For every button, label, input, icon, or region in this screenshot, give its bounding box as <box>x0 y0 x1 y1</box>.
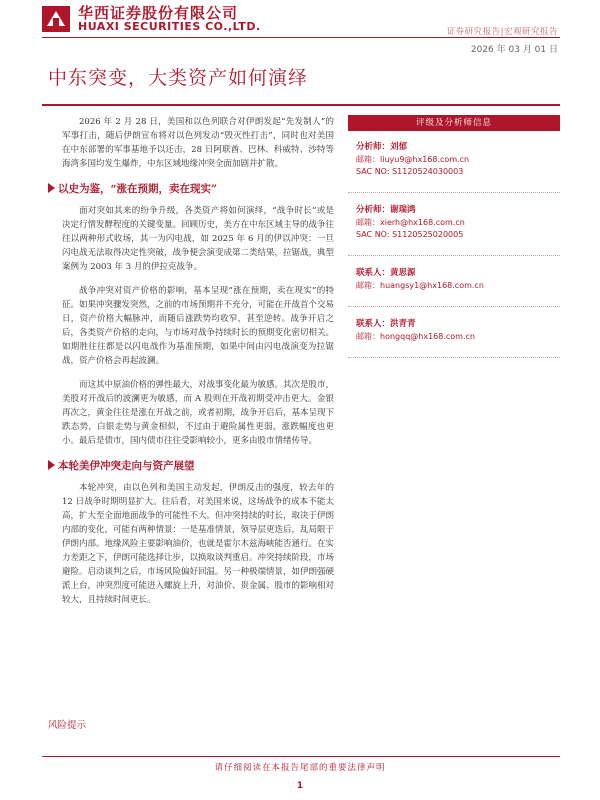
analyst-block <box>356 204 560 241</box>
analyst-sidebar <box>348 115 560 445</box>
contact-block <box>356 267 560 292</box>
section-heading-text: 本轮美伊冲突走向与资产展望 <box>58 460 195 472</box>
header-divider <box>42 37 560 38</box>
page-number: 1 <box>296 781 304 791</box>
analyst-name: 分析师：刘郁 <box>356 142 408 152</box>
triangle-bullet-icon <box>48 183 55 193</box>
sidebar-divider <box>348 255 560 257</box>
page-title: 中东突变，大类资产如何演绎 <box>48 67 309 89</box>
analyst-block <box>356 141 560 178</box>
legal-disclaimer-notice[interactable]: 请仔细阅读在本报告尾部的重要法律声明 <box>214 763 386 773</box>
section-heading-history <box>48 181 334 196</box>
analyst-email[interactable]: 邮箱：liuyu9@hx168.com.cn <box>356 155 470 164</box>
analyst-email[interactable]: 邮箱：xierh@hx168.com.cn <box>356 218 465 227</box>
contact-email[interactable]: 邮箱：hongqq@hx168.com.cn <box>356 332 475 341</box>
title-divider <box>42 104 560 106</box>
section-heading-text: 以史为鉴，“涨在预期，卖在现实” <box>58 183 218 195</box>
company-name-cn: 华西证券股份有限公司 <box>78 4 239 22</box>
analyst-sac: SAC NO: S1120525020005 <box>356 230 464 239</box>
sidebar-heading: 评级及分析师信息 <box>348 115 560 131</box>
sidebar-divider <box>348 306 560 308</box>
contact-name: 联系人：黄思源 <box>356 268 416 278</box>
contact-name: 联系人：洪青青 <box>356 319 416 329</box>
risk-warning-heading: 风险提示 <box>48 720 87 731</box>
footer-divider <box>42 756 560 757</box>
huaxi-logo-icon <box>42 6 70 32</box>
triangle-bullet-icon <box>48 460 55 470</box>
contact-email[interactable]: 邮箱：huangsy1@hx168.com.cn <box>356 281 484 290</box>
history-paragraph-1: 面对突如其来的纷争升级，各类资产将如何演绎，“战争时长”或是决定行情发酵程度的关键变量。回顾历史，美方在中东区域主导的战争往往以两种形式收场，其一为闪电战，如 2025 年 6 月的伊以冲突：一旦闪电战无法取得决定性突破，战争便会演变成第二类结果，拉锯战，典型案例为 2003 年 3 月的伊拉克战争。 <box>62 206 335 272</box>
intro-paragraph: 2026 年 2 月 28 日，美国和以色列联合对伊朗发起“先发制人”的军事打击，随后伊朗宣布将对以色列发动“毁灭性打击”，同时也对美国在中东部署的军事基地予以还击，28 日阿联酋、巴林、科威特、沙特等海湾多国均发生爆炸，中东区域地缘冲突全面加剧并扩散。 <box>62 117 334 169</box>
section-heading-outlook <box>48 458 334 473</box>
analyst-sac: SAC NO: S1120524030003 <box>356 167 464 176</box>
report-date: 2026 年 03 月 01 日 <box>470 45 558 55</box>
main-content <box>58 115 335 617</box>
company-name-en: HUAXI SECURITIES CO.,LTD. <box>78 20 261 33</box>
report-type-tags: 证券研究报告|宏观研究报告 <box>446 27 558 37</box>
sidebar-divider <box>348 357 560 359</box>
outlook-paragraph-1: 本轮冲突，由以色列和美国主动发起，伊朗反击的强度，较去年的 12 日战争时期明显扩大。往后看，对美国来说，这场战争的成本不能太高，扩大至全面地面战争的可能性不大。但冲突持续的时长，取决于伊朗内部的变化，可能有两种情景：一是基准情景，领导层更迭后，乱局限于伊朗内部。地缘风险主要影响油价，也就是霍尔木兹海峡能否通行。在实力差距之下，伊朗可能选择让步，以换取谈判重启。冲突持续阶段，市场避险。启动谈判之后，市场风险偏好回温。另一种极端情景，如伊朗强硬派上台，冲突烈度可能进入螺旋上升，对油价、贵金属、股市的影响相对较大，且持续时间更长。 <box>62 483 335 605</box>
sidebar-divider <box>348 192 560 194</box>
history-paragraph-2: 战争冲突对资产价格的影响，基本呈现“涨在预期，卖在现实”的特征。如果冲突骤发突然，之前的市场预期并不充分，可能在开战首个交易日，资产价格大幅脉冲，而随后涨跌势均收窄，甚至逆转。战争开启之后，各类资产价格的走向，与市场对战争持续时长的预期变化密切相关。如期胜往往都是以闪电战作为基准预期，如果中间由闪电战演变为拉锯战，资产价格会再起波澜。 <box>62 286 335 366</box>
history-paragraph-3: 而这其中原油价格的弹性最大，对战事变化最为敏感。其次是股市，美股对开战后的波澜更为敏感，而 A 股则在开战初期受冲击更大。金银再次之，黄金往往是涨在开战之前，或者初期，战争开启后，基本呈现下跌态势，白银走势与黄金相似，不过由于避险属性更弱，涨跌幅度也更小。最后是债市，国内债市往往受影响较小，更多由股市情绪传导。 <box>62 380 335 446</box>
analyst-name: 分析师：谢瑞鸿 <box>356 205 416 215</box>
contact-block <box>356 318 560 343</box>
